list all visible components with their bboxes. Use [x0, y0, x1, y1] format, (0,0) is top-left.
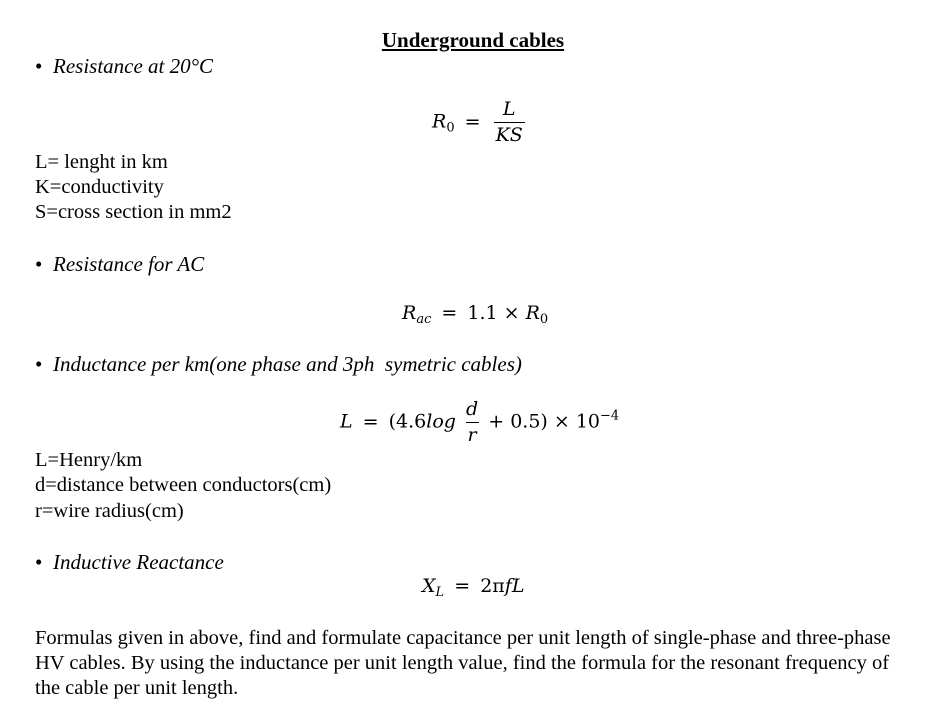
bullet-icon: •: [35, 352, 43, 376]
bullet-icon: •: [35, 54, 43, 78]
formula-inductive-reactance: $X_L = 2\pi fL$: [422, 575, 525, 600]
heading-resistance-20c: • Resistance at 20°C: [35, 54, 214, 78]
definition-line: d=distance between conductors(cm): [35, 474, 332, 496]
definition-line: S=cross section in mm2: [35, 201, 232, 223]
formula-resistance-ac: $R_{ac} = 1.1 \times R_0$: [402, 302, 549, 327]
fraction: $\frac{d}{r}$: [466, 398, 479, 446]
formula-inductance: L = (4.6log $\frac{d}{r}$ + $0.5) \times 10^{-4}$: [340, 398, 620, 446]
formula-resistance-20c: $R_0$ = $\frac{L}{KS}$: [432, 98, 523, 146]
heading-inductive-reactance: • Inductive Reactance: [35, 550, 224, 574]
page-title: Underground cables: [381, 28, 565, 52]
bullet-icon: •: [35, 252, 43, 276]
bullet-icon: •: [35, 550, 43, 574]
definition-line: r=wire radius(cm): [35, 500, 184, 522]
definition-line: L= lenght in km: [35, 151, 168, 173]
definition-line: K=conductivity: [35, 176, 164, 198]
question-paragraph: Formulas given in above, find and formulate capacitance per unit length of single-phase and three-phase HV cables. By using the inductance per unit length value, find the formula for the resonant frequency of the cable per unit length.: [35, 627, 891, 699]
heading-resistance-ac: • Resistance for AC: [35, 252, 205, 276]
definition-line: L=Henry/km: [35, 449, 143, 471]
heading-inductance: • Inductance per km(one phase and 3ph symetric cables): [35, 352, 522, 376]
fraction: $\frac{L}{KS}$: [495, 98, 523, 146]
